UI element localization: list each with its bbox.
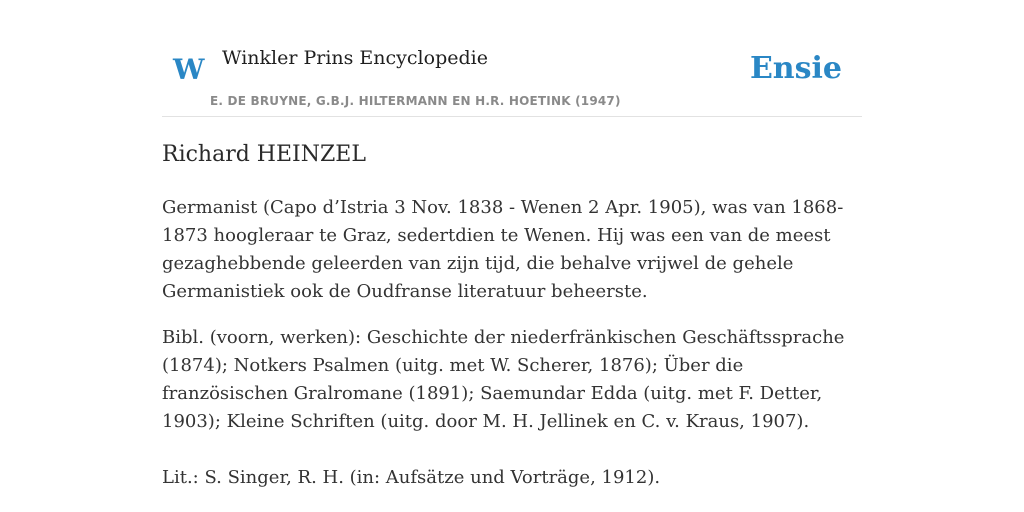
article-literature: Lit.: S. Singer, R. H. (in: Aufsätze und Vorträge, 1912).: [162, 467, 661, 488]
winkler-prins-logo[interactable]: W: [173, 53, 205, 86]
article: [162, 138, 872, 510]
ensie-logo-link[interactable]: Ensie: [749, 51, 842, 86]
article-title: Richard HEINZEL: [162, 142, 366, 167]
book-authors: E. DE BRUYNE, G.B.J. HILTERMANN EN H.R. HOETINK (1947): [210, 94, 621, 108]
article-body: Germanist (Capo d’Istria 3 Nov. 1838 - Wenen 2 Apr. 1905), was van 1868-1873 hoogleraar te Graz, sedertdien te Wenen. Hij was een van de meest gezaghebbende geleerden van zijn tijd, die behalve vrijwel de gehele Germanistiek ook de Oudfranse literatuur beheerste.: [162, 197, 844, 302]
article-bibliography: Bibl. (voorn, werken): Geschichte der niederfränkischen Geschäftssprache (1874); Notkers Psalmen (uitg. met W. Scherer, 1876); Über die französischen Gralromane (1891); Saemundar Edda (uitg. met F. Detter, 1903); Kleine Schriften (uitg. door M. H. Jellinek en C. v. Kraus, 1907).: [162, 327, 845, 432]
header: [162, 0, 862, 117]
book-title-link[interactable]: Winkler Prins Encyclopedie: [222, 47, 488, 69]
